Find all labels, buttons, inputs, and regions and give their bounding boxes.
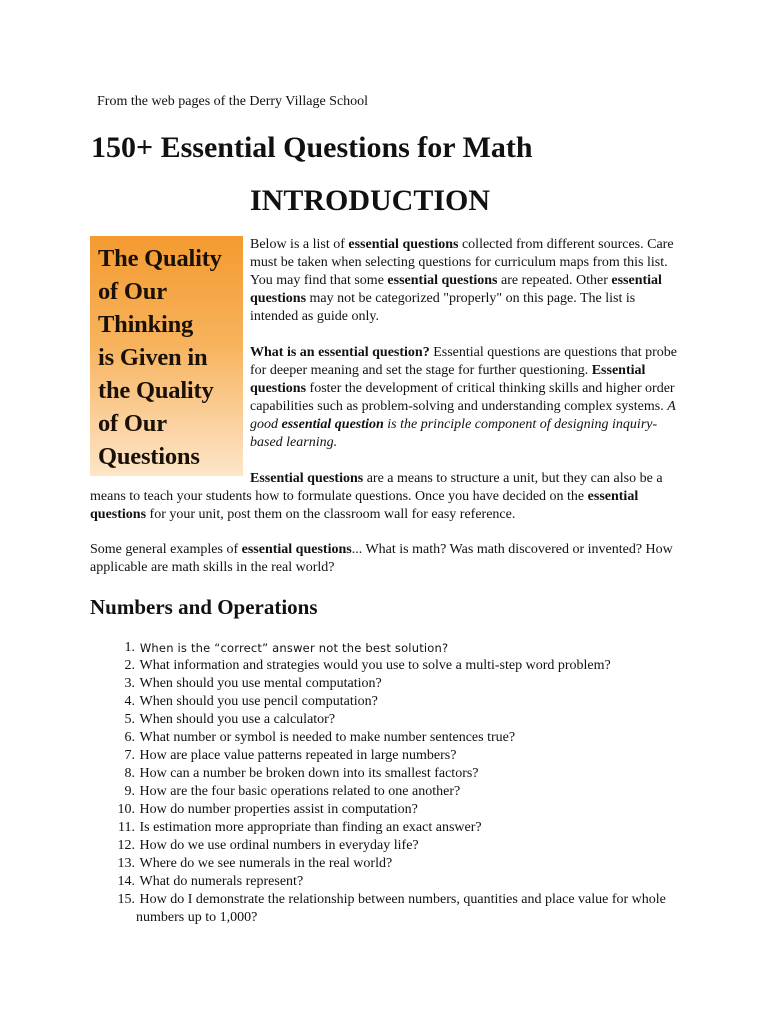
- paragraph-4-block: [90, 541, 678, 577]
- question-number: 10.: [117, 802, 135, 817]
- text-run: is the principle component of designing inquiry-based learning.: [250, 417, 658, 450]
- question-text: How can a number be broken down into its smallest factors?: [136, 766, 479, 781]
- question-number: 5.: [124, 712, 135, 727]
- text-run: Essential questions are questions that probe for deeper meaning and set the stage for further questioning.: [250, 345, 677, 378]
- question-number: 9.: [124, 784, 135, 799]
- source-line: From the web pages of the Derry Village School: [97, 94, 369, 109]
- question-number: 12.: [117, 838, 135, 853]
- text-run: essential questions: [241, 542, 352, 557]
- text-run: essential questions: [90, 489, 639, 522]
- intro-paragraph-2: [250, 344, 680, 452]
- question-item: [90, 747, 680, 765]
- question-text: How do we use ordinal numbers in everyday life?: [136, 838, 419, 853]
- question-item: [90, 855, 680, 873]
- section-heading: INTRODUCTION: [250, 184, 491, 217]
- question-item: [90, 891, 680, 927]
- question-number: 3.: [124, 676, 135, 691]
- question-item: [90, 765, 680, 783]
- paragraph-3: [90, 470, 678, 524]
- text-run: are a means to structure a unit, but they can also be a means to teach your students how to formulate questions. Once you have decided on the: [90, 471, 663, 504]
- question-item: [90, 693, 680, 711]
- text-run: Essential questions: [250, 471, 364, 486]
- question-item: [90, 837, 680, 855]
- text-run: collected from different sources. Care must be taken when selecting questions for curriculum maps from this list. You may find that some: [250, 237, 674, 288]
- text-run: ... What is math? Was math discovered or invented? How applicable are math skills in the real world?: [90, 542, 673, 575]
- question-text: Where do we see numerals in the real world?: [136, 856, 393, 871]
- question-number: 14.: [117, 874, 135, 889]
- question-item: [90, 657, 680, 675]
- question-number: 6.: [124, 730, 135, 745]
- question-item: [90, 801, 680, 819]
- question-text: What information and strategies would you use to solve a multi-step word problem?: [136, 658, 611, 673]
- question-text: How are the four basic operations related to one another?: [136, 784, 461, 799]
- question-number: 1.: [124, 640, 135, 655]
- question-text: When should you use a calculator?: [136, 712, 336, 727]
- question-item: [90, 873, 680, 891]
- question-text: When is the “correct” answer not the best solution?: [136, 641, 449, 655]
- questions-list: [90, 639, 680, 927]
- text-run: are repeated. Other: [497, 273, 612, 288]
- text-run: may not be categorized "properly" on this page. The list is intended as guide only.: [250, 291, 636, 324]
- question-number: 8.: [124, 766, 135, 781]
- question-text: When should you use pencil computation?: [136, 694, 378, 709]
- paragraph-4: [90, 541, 678, 577]
- text-run: essential questions: [250, 273, 662, 306]
- question-text: When should you use mental computation?: [136, 676, 382, 691]
- intro-paragraph-1: [250, 236, 680, 326]
- text-run: for your unit, post them on the classroom wall for easy reference.: [146, 507, 516, 522]
- paragraph-3-block: [90, 470, 678, 524]
- question-text: What do numerals represent?: [136, 874, 304, 889]
- question-text: What number or symbol is needed to make number sentences true?: [136, 730, 516, 745]
- question-number: 2.: [124, 658, 135, 673]
- question-item: [90, 783, 680, 801]
- question-item: [90, 639, 680, 657]
- text-run: A good: [250, 399, 676, 432]
- question-number: 4.: [124, 694, 135, 709]
- main-title: 150+ Essential Questions for Math: [91, 131, 533, 164]
- question-text: Is estimation more appropriate than finding an exact answer?: [136, 820, 482, 835]
- question-number: 13.: [117, 856, 135, 871]
- question-item: [90, 711, 680, 729]
- quote-image-text: The Quality of Our Thinking is Given in the Quality of Our Questions: [98, 245, 222, 470]
- text-run: essential question: [281, 417, 384, 432]
- question-number: 7.: [124, 748, 135, 763]
- text-run: Some general examples of: [90, 542, 242, 557]
- question-item: [90, 729, 680, 747]
- question-number: 11.: [118, 820, 135, 835]
- numbers-operations-heading: Numbers and Operations: [90, 595, 318, 619]
- question-text: How are place value patterns repeated in large numbers?: [136, 748, 457, 763]
- text-run: What is an essential question?: [250, 345, 430, 360]
- question-item: [90, 675, 680, 693]
- question-text: How do number properties assist in computation?: [136, 802, 418, 817]
- text-run: Essential questions: [250, 363, 646, 396]
- text-run: essential questions: [387, 273, 498, 288]
- text-run: foster the development of critical thinking skills and higher order capabilities such as problem-solving and understanding complex systems.: [250, 381, 675, 414]
- quality-of-thinking-quote-image: [90, 236, 243, 476]
- question-number: 15.: [117, 892, 135, 907]
- text-run: Below is a list of: [250, 237, 349, 252]
- intro-column: [250, 236, 680, 452]
- text-run: essential questions: [348, 237, 459, 252]
- question-item: [90, 819, 680, 837]
- question-text: How do I demonstrate the relationship between numbers, quantities and place value for whole numbers up to 1,000?: [136, 892, 666, 925]
